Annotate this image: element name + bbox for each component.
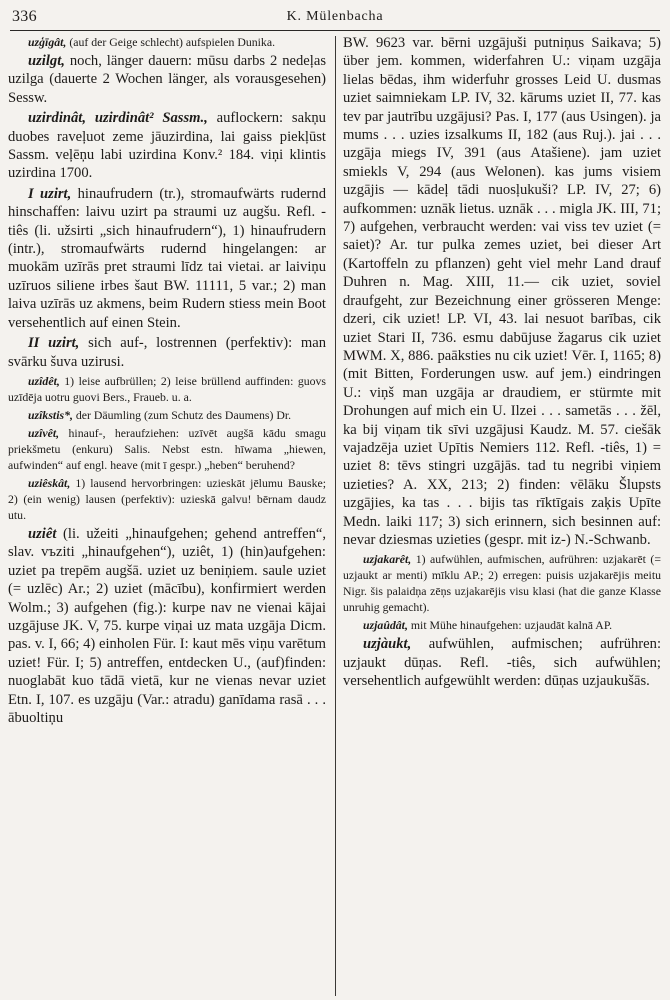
dictionary-entry xyxy=(8,34,326,50)
entry-definition: hinauf-, heraufziehen: uzīvēt augšā kādu smagu priekšmetu (enkuru) Salis. Nebst estn. hīwama „hiewen, aufwinden“ auf engl. heave (mit ī gespr.) „heben“ beruhend? xyxy=(8,425,326,472)
dictionary-entry xyxy=(8,109,326,183)
header-rule xyxy=(10,30,660,31)
entry-headword: uzjakarêt, xyxy=(363,552,412,567)
dictionary-entry xyxy=(8,334,326,371)
entry-definition: (auf der Geige schlecht) aufspielen Dunika. xyxy=(69,35,276,49)
entry-definition: aufwühlen, aufmischen; aufrühren: uzjaukt dūņas. Refl. -tiês, sich aufwühlen; versehentlich aufgewühlt werden: dūņas uzjaukušās. xyxy=(343,636,661,690)
entry-headword: uziêt xyxy=(28,525,57,542)
dictionary-entry xyxy=(343,617,661,633)
dictionary-entry xyxy=(343,551,661,615)
right-column xyxy=(343,34,661,994)
entry-headword: I uzirt, xyxy=(28,185,72,202)
entry-headword: uzîvêt, xyxy=(28,425,60,440)
entry-definition: sich auf-, lostrennen (perfektiv): man svārku šuva uzirusi. xyxy=(8,335,326,370)
running-head: K. Mülenbacha xyxy=(286,9,384,24)
entry-definition: auflockern: sakņu duobes raveļuot zeme jāuzirdina, lai gaiss piekļūst Sassm. veļēņu labi uzirdina Konv.² 184. viņi klintis uzirdina 1700. xyxy=(8,110,326,182)
entry-definition: BW. 9623 var. bērni uzgājuši putniņus Saikava; 5) über jem. kommen, widerfahren U.: viņam uzgāja lielas bēdas, ihm widerfuhr grosses Leid U. dusmas uziet saimniekam LP. IV, 32. kārums uziet II, 77. kas tev par jautrību uzgājusi? Pas. I, 177 (aus Usingen). ja mums . . . uzies izsalkums II, 182 (aus Ruj.). jai . . . uzgāja miegs IV, 391 (aus Atašiene). jam uziet smiekls V, 294 (aus Welonen). kas jums visiem uzgājis — kādeļ tādi nuosļukuši? LP. IV, 27; 6) aufkommen: uznāk lietus. uznāk . . . migla JK. III, 71; 7) aufgehen, verbraucht werden: vai viss tev uziet (= saiet)? Ar. tur pulka zemes uziet, bei dieser Art (Kartoffeln zu pflanzen) geht viel mehr Land drauf Duhren n. Mag. XIII, 11.— cik uziet, soviel draufgeht, zur Bezeichnung einer grösseren Menge: dzeri, cik uziet! LP. VI, 43. lai nesuot barības, cik uziet Stari II, 736. esmu dabūjuse žagarus cik uziet MWM. X, 886. paāksties nu cik uziet! Vēr. I, 1165; 8) (mit Bitten, Forderungen usw. auf jem.) eindringen U.: viņš man uzgāja ar draudiem, er stürmte mit Drohungen auf mich ein U. Ilzei . . . sametās . . . žēl, ka bij viņam tik sīvi uzgājusi Kaudz. M. 57. ciešāk vajadzēja uziet Upītis Nemiers 112. Refl. -tiês, 1) = uziet 8: tēvs stingri uzgājās. tad tu negribi viņiem uzieties? A. XX, 213; 2) finden: vēlāku Šlupsts uzgājies, ka tas . . . bijis tas rīktīgais zaķis Upīte Medn. laiki 117; 3) sich erinnern, sich besinnen auf: nevar dziesmas uzieties (gespr. mit iz-) N.-Schwanb. xyxy=(343,35,661,548)
dictionary-entry xyxy=(8,425,326,473)
entry-headword: uzjaûdât, xyxy=(363,618,408,633)
dictionary-entry xyxy=(8,52,326,107)
dictionary-entry xyxy=(343,34,661,549)
dictionary-entry xyxy=(8,185,326,332)
dictionary-entry xyxy=(8,525,326,727)
entry-headword: uzjàukt, xyxy=(363,636,412,653)
entry-headword: uzîdêt, xyxy=(28,373,60,388)
entry-definition: 1) lausend hervorbringen: uzieskāt jēlumu Bauske; 2) (ein wenig) lausen (perfektiv): uzieskā galvu! bērnam daudz utu. xyxy=(8,475,326,522)
entry-definition: hinaufrudern (tr.), stromaufwärts rudernd hinschaffen: laivu uzirt pa straumi uz augšu. Refl. -tiês (li. užsirti „sich hinaufrudern“), 1) hinaufrudern (intr.), stromaufwärts rudernd hingelangen: ar muokām uzīrās pret straumi līdz tai vietai. ar laiviņu uzīruos siliene irbes šaut BW. 11111, 5 var.; 2) man laiva uzīrās uz akmens, beim Rudern stiess mein Boot versehentlich auf einen Stein. xyxy=(8,185,326,331)
entry-definition: der Däumling (zum Schutz des Daumens) Dr. xyxy=(75,407,292,422)
entry-definition: noch, länger dauern: mūsu darbs 2 nedeļas uzilga (dauerte 2 Wochen länger, als vorausgesehen) Sessw. xyxy=(8,53,326,106)
dictionary-entry xyxy=(8,475,326,523)
entry-headword: uziêskât, xyxy=(28,475,71,490)
entry-definition: 1) leise aufbrüllen; 2) leise brüllend auffinden: guovs uzīdēja uotru guovi Bers., Fraueb. u. a. xyxy=(8,373,326,404)
entry-definition: (li. užeiti „hinaufgehen; gehend antreffen“, slav. vъziti „hinaufgehen“), uziêt, 1) (hin)aufgehen: uziet pa trepēm augšā. uziet uz beniņiem. saule uziet (= uzlēc) Ar.; 2) uziet (mācību), konfirmiert werden Wolm.; 3) aufgehen (fig.): kurpe nav ne vienai kājai uzgājuse JK. V, 75. kurpe viņai uz mata uzgāja Dicm. pas. v. I, 66; 4) einholen Für. I: kaut mēs viņu varētum uziet! Für. I; 5) antreffen, entdecken U., (auf)finden: nuoglabāt kuo tādā vietā, kur ne vienas nevar uziet Etn. I, 107. es uzgāju (Var.: atradu) ganīdama rasā . . . ābuoltiņu xyxy=(8,525,326,726)
entry-definition: 1) aufwühlen, aufmischen, aufrühren: uzjakarēt (= uzjaukt ar menti) mīklu AP.; 2) erregen: puisis uzjakarējis meitu Nigr. šis palaidņa zēņs uzjakarējis visu klasi (hat die ganze Klasse unruhig gemacht). xyxy=(343,552,661,615)
entry-headword: uzîkstis*, xyxy=(28,407,73,422)
entry-definition: mit Mühe hinaufgehen: uzjaudāt kalnā AP. xyxy=(410,618,613,633)
dictionary-entry xyxy=(343,635,661,690)
left-column xyxy=(8,34,326,994)
entry-headword: uzģīgât, xyxy=(28,35,67,49)
dictionary-entry xyxy=(8,373,326,405)
dictionary-entry xyxy=(8,407,326,423)
entry-headword: II uzirt, xyxy=(28,335,80,352)
entry-headword: uzirdinât, uzirdinât² Sassm., xyxy=(28,110,208,127)
column-divider xyxy=(335,36,336,996)
page-number: 336 xyxy=(12,8,37,25)
entry-headword: uzilgt, xyxy=(28,53,65,69)
